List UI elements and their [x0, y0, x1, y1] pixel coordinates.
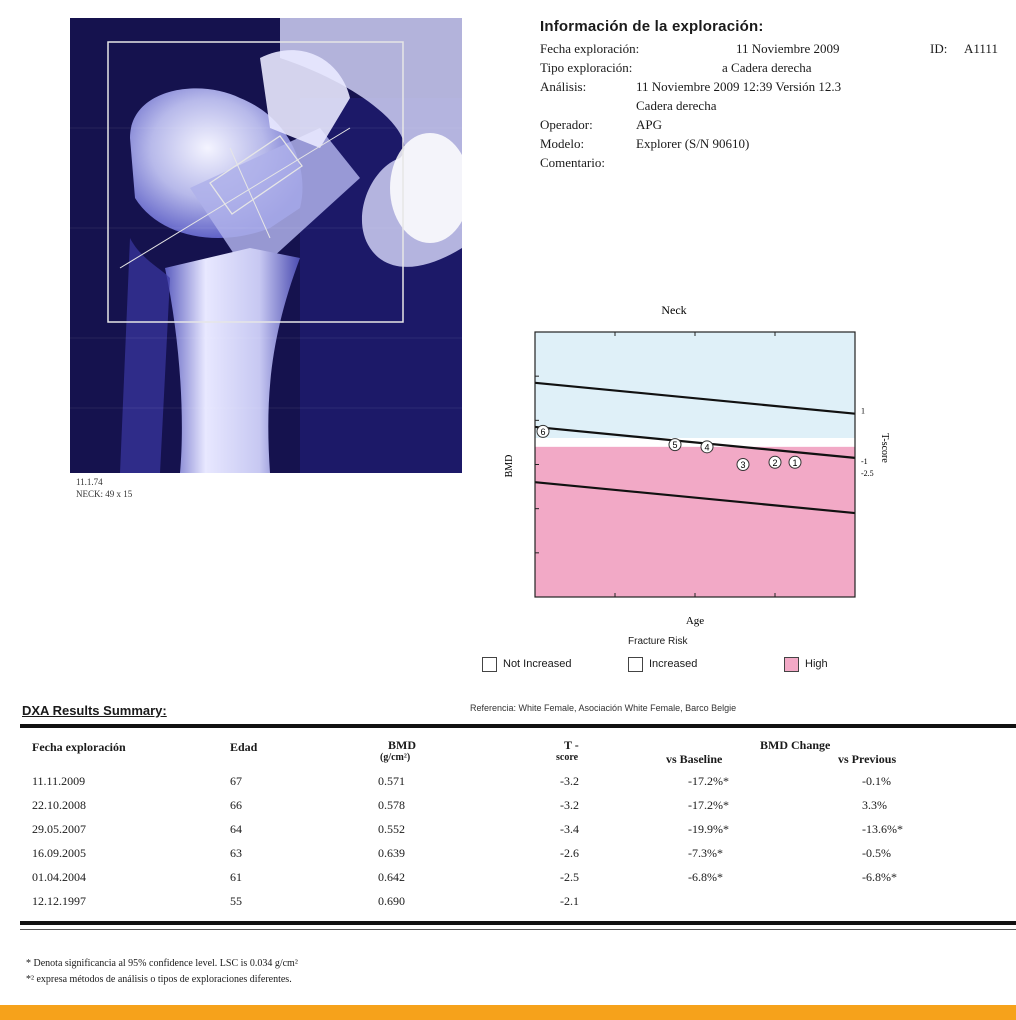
header-t-score: score — [556, 752, 579, 763]
results-summary-title: DXA Results Summary: — [22, 703, 167, 718]
cell-age: 64 — [230, 822, 242, 836]
cell-date: 22.10.2008 — [32, 798, 86, 812]
model-row — [540, 136, 1016, 155]
chart-title: Neck — [661, 303, 687, 317]
cell-vs-base: -19.9%* — [688, 822, 729, 836]
cell-vs-prev: -6.8%* — [862, 870, 897, 884]
analysis-row-2 — [540, 98, 1016, 117]
legend-swatch-increased — [628, 657, 643, 672]
operator-row — [540, 117, 1016, 136]
cell-t: -3.2 — [560, 798, 579, 812]
data-point-2 — [769, 456, 781, 468]
fracture-risk-legend — [478, 636, 898, 682]
divider-top — [20, 724, 1016, 728]
cell-bmd: 0.642 — [378, 870, 405, 884]
table-row — [0, 774, 1016, 794]
cell-t: -2.5 — [560, 870, 579, 884]
cell-age: 66 — [230, 798, 242, 812]
cell-date: 01.04.2004 — [32, 870, 86, 884]
risk-band-0 — [535, 332, 855, 438]
right-axis-label: T-score — [879, 433, 890, 463]
cell-vs-prev: 3.3% — [862, 798, 887, 812]
table-row — [0, 798, 1016, 818]
cell-bmd: 0.552 — [378, 822, 405, 836]
right-tick-label: 1 — [861, 406, 865, 416]
comment-label: Comentario: — [540, 155, 605, 170]
data-point-label: 1 — [792, 457, 798, 468]
cell-t: -3.2 — [560, 774, 579, 788]
cell-bmd: 0.578 — [378, 798, 405, 812]
dxa-hip-scan-image — [70, 18, 462, 473]
exam-info-panel — [540, 18, 1016, 174]
x-axis-label: Age — [685, 615, 705, 627]
data-point-label: 2 — [772, 457, 778, 468]
cell-bmd: 0.571 — [378, 774, 405, 788]
header-bmd: BMD — [388, 738, 416, 752]
reference-source-note: Referencia: White Female, Asociación White Female, Barco Belgie — [470, 703, 737, 713]
footnote-methods: *² expresa métodos de análisis o tipos de exploraciones diferentes. — [26, 974, 292, 985]
cell-vs-prev: -0.5% — [862, 846, 891, 860]
table-row — [0, 870, 1016, 890]
data-point-label: 5 — [672, 440, 678, 451]
header-bmd-change: BMD Change — [760, 738, 831, 752]
data-point-1 — [789, 456, 801, 468]
model-label: Modelo: — [540, 136, 585, 151]
divider-bottom — [20, 921, 1016, 925]
legend-label: Increased — [649, 658, 698, 670]
legend-swatch-not-increased — [482, 657, 497, 672]
exam-date-row — [540, 41, 1016, 60]
cell-age: 61 — [230, 870, 242, 884]
right-tick-label: -1 — [861, 456, 868, 466]
header-bmd-unit: (g/cm²) — [380, 752, 411, 763]
patient-id-label: ID: — [930, 41, 948, 56]
legend-title: Fracture Risk — [628, 636, 688, 647]
right-tick-label: -2.5 — [861, 468, 874, 478]
table-row — [0, 894, 1016, 914]
exam-date-label: Fecha exploración: — [540, 41, 640, 56]
legend-label: Not Increased — [503, 658, 572, 670]
table-row — [0, 846, 1016, 866]
model-value: Explorer (S/N 90610) — [636, 136, 750, 151]
analysis-value: 11 Noviembre 2009 12:39 Versión 12.3 — [636, 79, 842, 94]
patient-id-value: A1111 — [964, 41, 998, 56]
cell-date: 11.11.2009 — [32, 774, 86, 788]
exam-info-title: Información de la exploración: — [540, 18, 764, 35]
cell-vs-prev: -13.6%* — [862, 822, 903, 836]
analysis-label: Análisis: — [540, 79, 587, 94]
cell-vs-base: -17.2%* — [688, 798, 729, 812]
comment-row — [540, 155, 1016, 174]
exam-date-value: 11 Noviembre 2009 — [736, 41, 840, 56]
cell-vs-prev: -0.1% — [862, 774, 891, 788]
cell-vs-base: -17.2%* — [688, 774, 729, 788]
exam-type-label: Tipo exploración: — [540, 60, 633, 75]
cell-date: 12.12.1997 — [32, 894, 86, 908]
divider-bottom-thin — [20, 929, 1016, 930]
analysis-row — [540, 79, 1016, 98]
legend-label: High — [805, 658, 828, 670]
data-point-label: 4 — [704, 442, 710, 453]
scan-caption-1: 11.1.74 — [76, 477, 103, 487]
data-point-5 — [669, 439, 681, 451]
cell-date: 16.09.2005 — [32, 846, 86, 860]
risk-band-2 — [535, 447, 855, 597]
header-vs-previous: vs Previous — [838, 752, 897, 766]
exam-type-value: a Cadera derecha — [722, 60, 812, 75]
operator-value: APG — [636, 117, 663, 132]
orange-footer-bar — [0, 1005, 1016, 1020]
legend-item-high — [784, 656, 828, 672]
header-date: Fecha exploración — [32, 740, 126, 754]
data-point-label: 6 — [540, 426, 546, 437]
legend-swatch-high — [784, 657, 799, 672]
cell-age: 63 — [230, 846, 242, 860]
cell-age: 55 — [230, 894, 242, 908]
exam-type-row — [540, 60, 1016, 79]
cell-bmd: 0.639 — [378, 846, 405, 860]
analysis-value-2: Cadera derecha — [636, 98, 717, 113]
y-axis-label: BMD — [504, 454, 515, 478]
data-point-3 — [737, 459, 749, 471]
footnote-significance: * Denota significancia al 95% confidence level. LSC is 0.034 g/cm² — [26, 958, 298, 969]
cell-t: -2.1 — [560, 894, 579, 908]
cell-age: 67 — [230, 774, 242, 788]
legend-item-increased — [628, 656, 697, 672]
operator-label: Operador: — [540, 117, 593, 132]
data-point-label: 3 — [740, 460, 746, 470]
data-point-6 — [537, 425, 549, 437]
bmd-age-chart — [490, 298, 890, 634]
cell-date: 29.05.2007 — [32, 822, 86, 836]
cell-t: -3.4 — [560, 822, 579, 836]
cell-t: -2.6 — [560, 846, 579, 860]
header-age: Edad — [230, 740, 258, 754]
table-row — [0, 822, 1016, 842]
cell-bmd: 0.690 — [378, 894, 405, 908]
cell-vs-base: -7.3%* — [688, 846, 723, 860]
cell-vs-base: -6.8%* — [688, 870, 723, 884]
header-t: T - — [564, 738, 579, 752]
header-vs-baseline: vs Baseline — [666, 752, 723, 766]
legend-item-not-increased — [482, 656, 571, 672]
scan-caption-2: NECK: 49 x 15 — [76, 489, 133, 499]
data-point-4 — [701, 441, 713, 453]
